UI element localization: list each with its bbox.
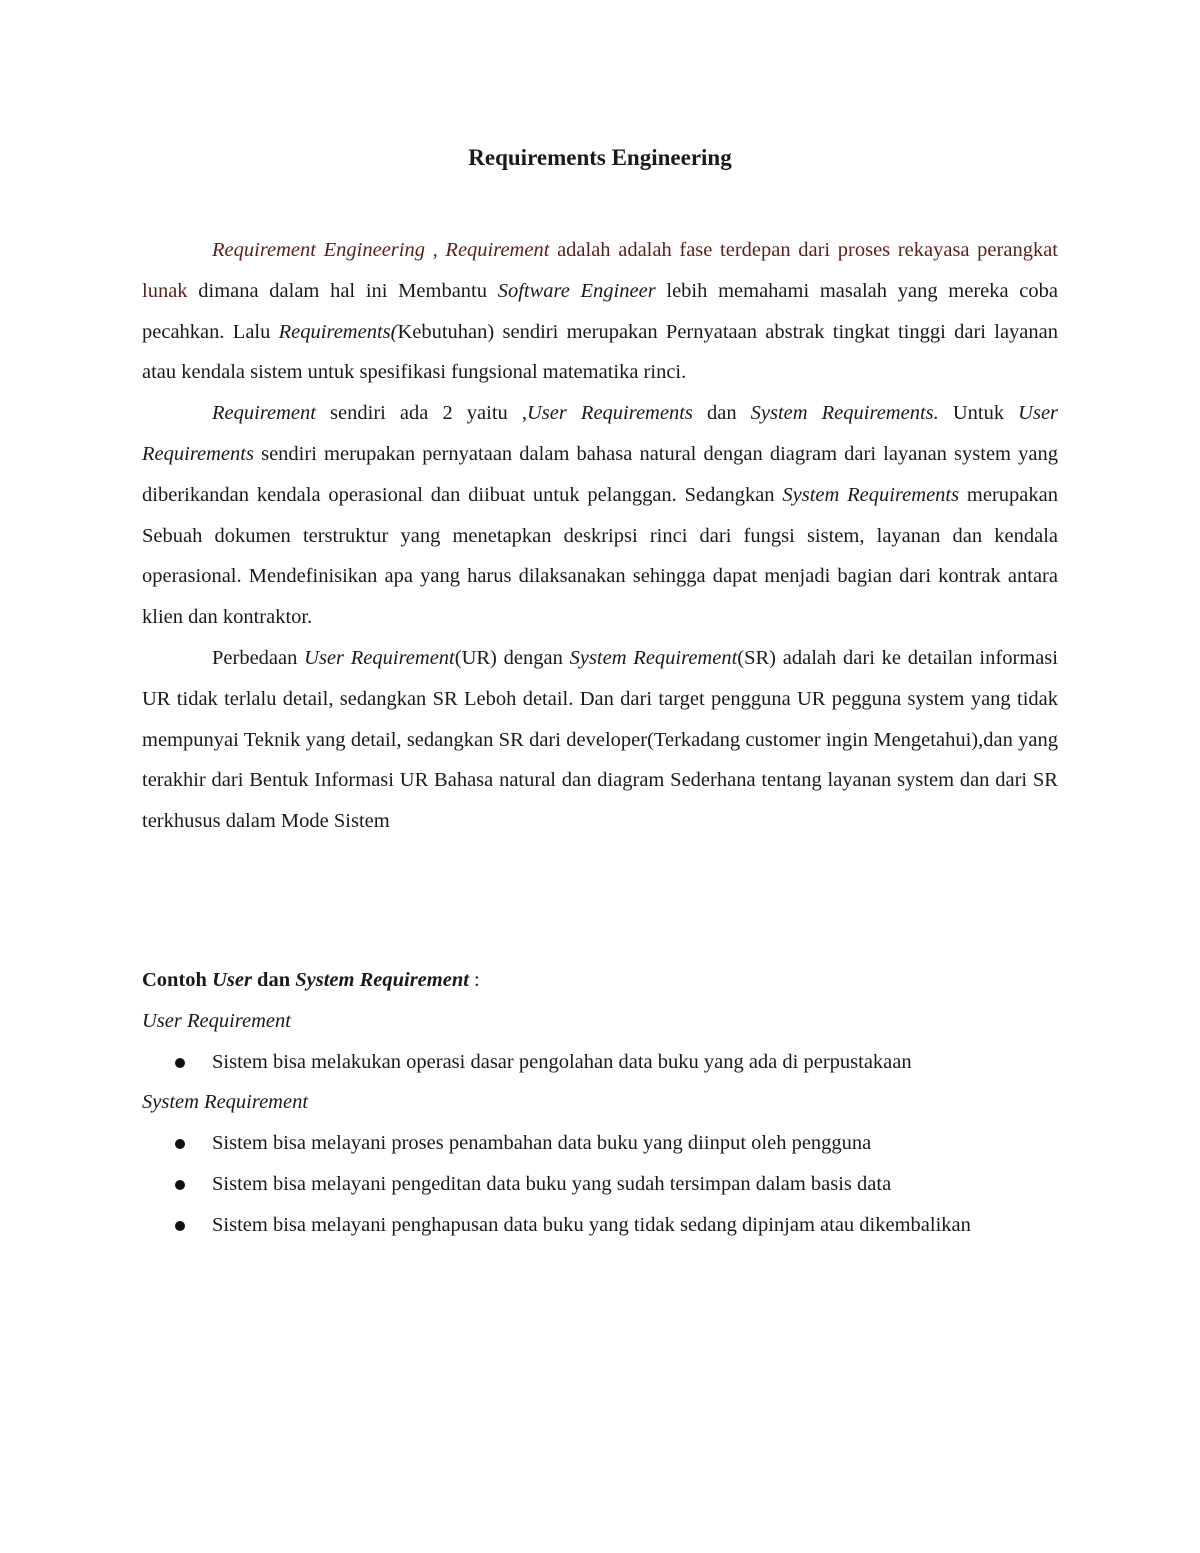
term-user-requirements: User Requirements bbox=[142, 402, 1059, 465]
document-title: Requirements Engineering bbox=[468, 145, 732, 170]
paragraph-text: (SR) adalah dari ke detailan informasi UR tidak terlalu detail, sedangkan SR Leboh detail. Dan dari target pengguna UR pegguna system yang tidak mempunyai Teknik yang detail, sedangkan SR dari developer(Terkadang customer ingin Mengetahui),dan yang terakhir dari Bentuk Informasi UR Bahasa natural dan diagram Sederhana tentang layanan system dan dari SR terkhusus dalam Mode Sistem bbox=[142, 646, 1058, 833]
heading-text: dan bbox=[251, 969, 296, 991]
system-requirement-label: System Requirement bbox=[142, 1091, 309, 1114]
paragraph-text: dan bbox=[692, 402, 751, 425]
heading-term-user: User bbox=[212, 969, 252, 991]
term-user-requirements: User Requirements bbox=[526, 402, 693, 425]
bullet-icon bbox=[175, 1139, 185, 1149]
list-item bbox=[142, 1042, 1058, 1083]
paragraph-text: dimana dalam hal ini Membantu bbox=[187, 279, 498, 302]
list-item bbox=[142, 1123, 1058, 1164]
paragraph-definition bbox=[142, 230, 1058, 393]
paragraph-text: sendiri ada 2 yaitu , bbox=[315, 402, 527, 425]
paragraph-text: Untuk bbox=[938, 402, 1019, 425]
list-item-text: Sistem bisa melakukan operasi dasar pengolahan data buku yang ada di perpustakaan bbox=[212, 1050, 912, 1073]
term-user-requirement: User Requirement bbox=[304, 646, 455, 669]
user-requirement-label: User Requirement bbox=[142, 1009, 291, 1032]
system-requirement-list bbox=[142, 1123, 1058, 1245]
user-requirement-list bbox=[142, 1042, 1058, 1083]
term-requirement-engineering: Requirement Engineering , Requirement bbox=[212, 239, 550, 261]
term-requirements: Requirements( bbox=[278, 320, 398, 343]
document-body bbox=[142, 230, 1058, 842]
list-item-text: Sistem bisa melayani penghapusan data buku yang tidak sedang dipinjam atau dikembalikan bbox=[212, 1213, 971, 1236]
term-system-requirements: System Requirements bbox=[782, 483, 960, 506]
term-requirement: Requirement bbox=[212, 402, 316, 425]
paragraph-types bbox=[142, 393, 1058, 638]
paragraph-text: lebih memahami masalah yang mereka coba pecahkan. Lalu bbox=[142, 279, 1058, 343]
bullet-icon bbox=[175, 1221, 185, 1231]
bullet-icon bbox=[175, 1180, 185, 1190]
term-software-engineer: Software Engineer bbox=[497, 279, 656, 302]
list-item-text: Sistem bisa melayani proses penambahan data buku yang diinput oleh pengguna bbox=[212, 1132, 872, 1155]
list-item-text: Sistem bisa melayani pengeditan data buku yang sudah tersimpan dalam basis data bbox=[212, 1172, 892, 1195]
heading-text: : bbox=[468, 969, 480, 991]
examples-section bbox=[142, 960, 1058, 1246]
examples-heading bbox=[142, 960, 1058, 1001]
paragraph-text: Kebutuhan) sendiri merupakan Pernyataan abstrak tingkat tinggi dari layanan atau kendala sistem untuk spesifikasi fungsional matematika rinci. bbox=[142, 320, 1058, 384]
heading-term-system-requirement: System Requirement bbox=[295, 969, 469, 991]
paragraph-text: (UR) dengan bbox=[454, 646, 570, 669]
list-item bbox=[142, 1205, 1058, 1246]
paragraph-text: Perbedaan bbox=[212, 646, 305, 669]
heading-text: Contoh bbox=[142, 969, 213, 991]
bullet-icon bbox=[175, 1058, 185, 1068]
list-item bbox=[142, 1164, 1058, 1205]
term-system-requirement: System Requirement bbox=[569, 646, 738, 669]
paragraph-differences bbox=[142, 638, 1058, 842]
paragraph-text: sendiri merupakan pernyataan dalam bahasa natural dengan diagram dari layanan system yang diberikandan kendala operasional dan diibuat untuk pelanggan. Sedangkan bbox=[142, 442, 1058, 506]
term-system-requirements: System Requirements. bbox=[750, 402, 939, 425]
paragraph-text: adalah adalah fase terdepan dari proses rekayasa perangkat lunak bbox=[142, 239, 1058, 302]
paragraph-text: merupakan Sebuah dokumen terstruktur yang menetapkan deskripsi rinci dari fungsi sistem, layanan dan kendala operasional. Mendefinisikan apa yang harus dilaksanakan sehingga dapat menjadi bagian dari kontrak antara klien dan kontraktor. bbox=[142, 483, 1059, 629]
